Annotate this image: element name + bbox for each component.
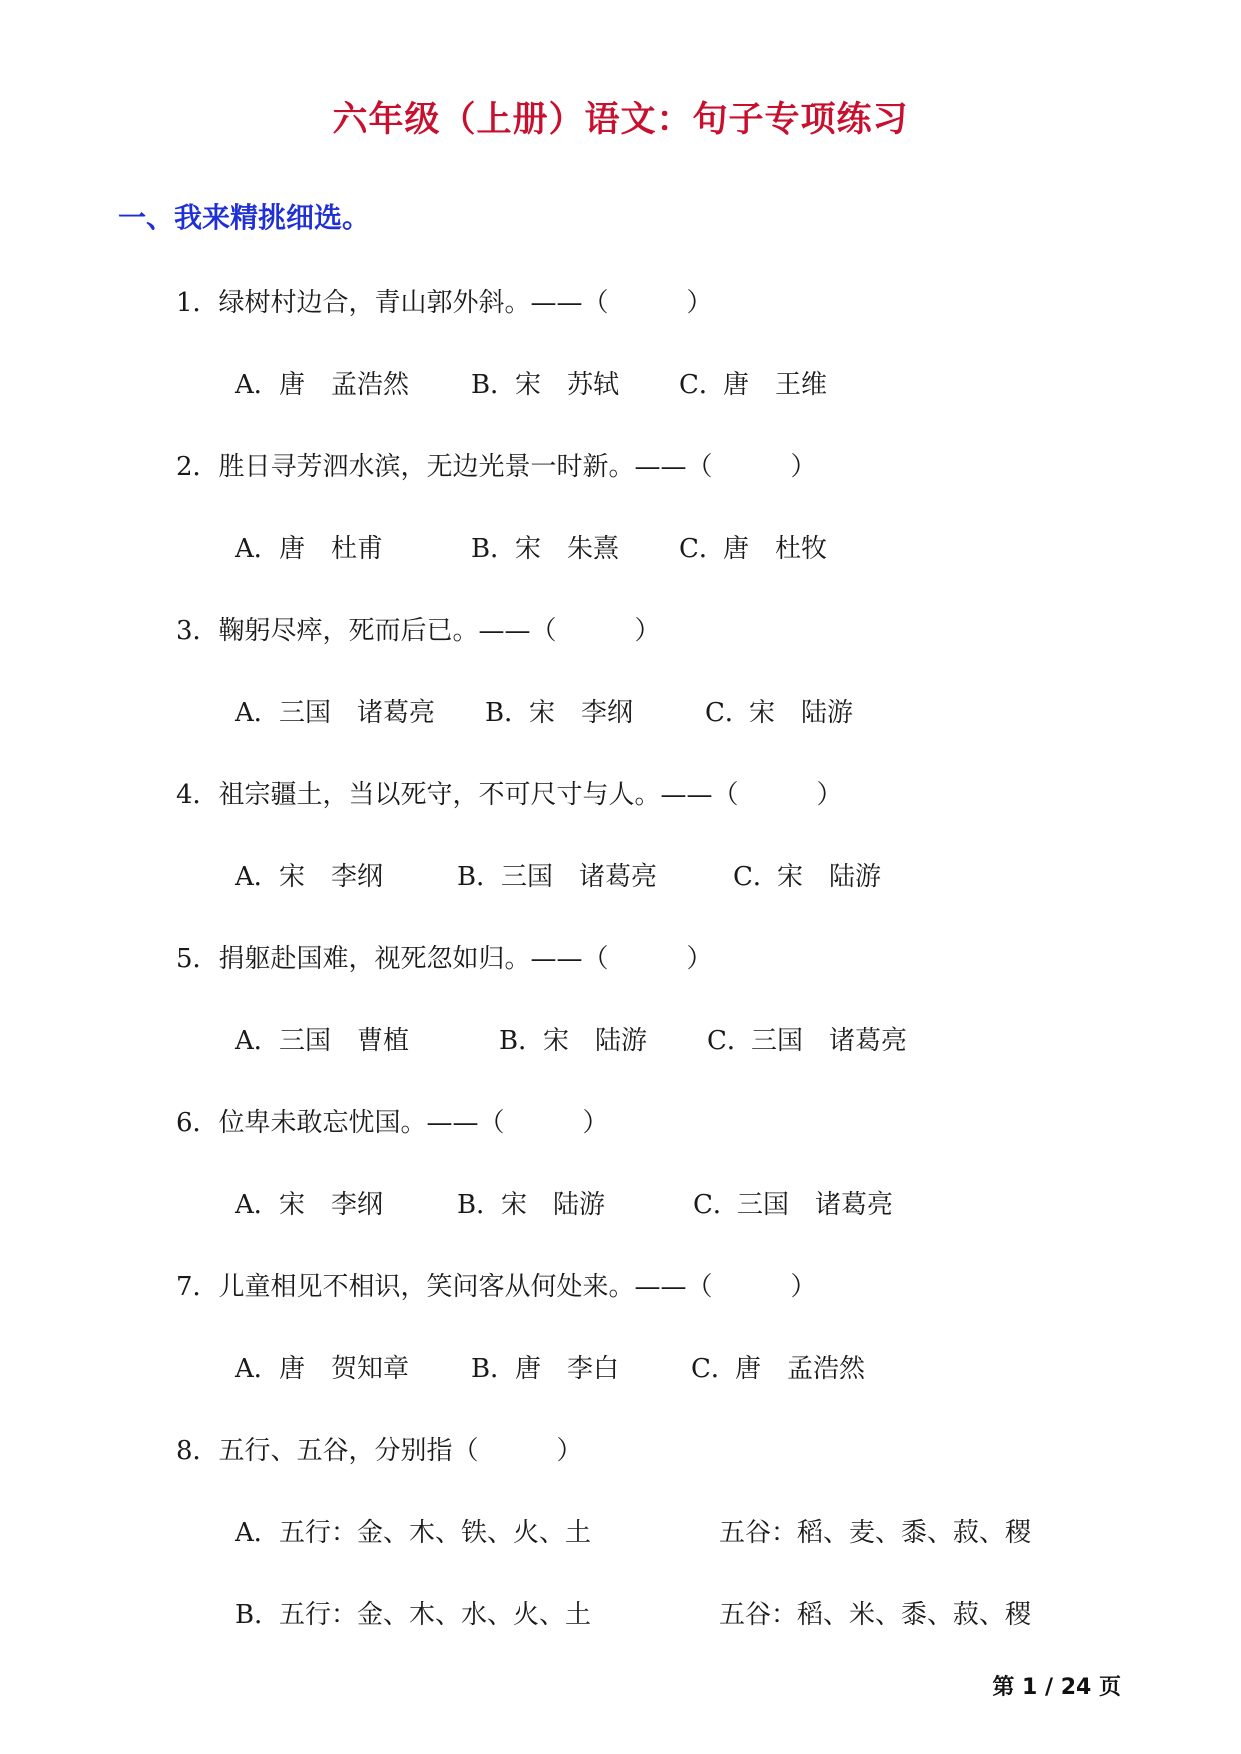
- option-text: 宋 陆游: [543, 1026, 648, 1056]
- answer-options: [235, 529, 1241, 611]
- option-b[interactable]: [235, 1595, 1241, 1677]
- option-c[interactable]: [733, 857, 881, 897]
- wuxing-text: 五行：金、木、水、火、土: [279, 1600, 592, 1630]
- option-letter: A．: [235, 698, 280, 728]
- option-text: 宋 李纲: [279, 1190, 384, 1220]
- option-letter: B．: [471, 370, 517, 400]
- option-letter: C．: [707, 1026, 753, 1056]
- option-letter: B．: [235, 1600, 281, 1630]
- answer-options: [235, 1021, 1241, 1103]
- option-text: 三国 诸葛亮: [501, 862, 658, 892]
- question-number: 5．: [176, 944, 219, 974]
- option-a[interactable]: [235, 693, 485, 733]
- option-text: 唐 杜甫: [279, 534, 384, 564]
- option-text: 宋 陆游: [501, 1190, 606, 1220]
- option-letter: C．: [679, 534, 725, 564]
- question-number: 7．: [176, 1272, 219, 1302]
- option-text: 唐 孟浩然: [735, 1354, 866, 1384]
- option-c[interactable]: [705, 693, 853, 733]
- document-title: 六年级（上册）语文：句子专项练习: [332, 100, 909, 140]
- option-b[interactable]: [471, 529, 679, 569]
- answer-options: [235, 365, 1241, 447]
- question-text: 胜日寻芳泗水滨，无边光景一时新。——（ ）: [218, 452, 817, 482]
- answer-options: [235, 693, 1241, 775]
- option-c[interactable]: [691, 1349, 865, 1389]
- option-a[interactable]: [235, 1513, 1241, 1595]
- option-text: 唐 杜牧: [723, 534, 828, 564]
- option-text: 三国 诸葛亮: [737, 1190, 894, 1220]
- option-text: 三国 诸葛亮: [279, 698, 436, 728]
- question-text: 儿童相见不相识，笑问客从何处来。——（ ）: [218, 1272, 817, 1302]
- option-a[interactable]: [235, 529, 471, 569]
- question-list: [0, 283, 1241, 1677]
- question-stem: [176, 283, 1241, 365]
- answer-options: [235, 1349, 1241, 1431]
- option-letter: C．: [691, 1354, 737, 1384]
- question-number: 2．: [176, 452, 219, 482]
- page-number: 第 1 / 24 页: [992, 1675, 1121, 1700]
- question-text: 鞠躬尽瘁，死而后已。——（ ）: [218, 616, 661, 646]
- question-number: 8．: [176, 1436, 219, 1466]
- option-letter: B．: [457, 862, 503, 892]
- question-stem: [176, 939, 1241, 1021]
- option-b[interactable]: [457, 857, 733, 897]
- option-b[interactable]: [471, 1349, 691, 1389]
- question-stem: [176, 1267, 1241, 1349]
- question-number: 1．: [176, 288, 219, 318]
- option-c[interactable]: [679, 529, 827, 569]
- option-a[interactable]: [235, 1021, 499, 1061]
- question-number: 6．: [176, 1108, 219, 1138]
- question-3: [0, 611, 1241, 775]
- option-text: 宋 苏轼: [515, 370, 620, 400]
- question-text: 祖宗疆土，当以死守，不可尺寸与人。——（ ）: [218, 780, 843, 810]
- wuxing-text: 五行：金、木、铁、火、土: [279, 1518, 592, 1548]
- option-letter: A．: [235, 1354, 280, 1384]
- option-text: 唐 李白: [515, 1354, 620, 1384]
- option-b[interactable]: [471, 365, 679, 405]
- option-letter: A．: [235, 370, 280, 400]
- option-text: 宋 李纲: [279, 862, 384, 892]
- question-stem: [176, 775, 1241, 857]
- option-letter: A．: [235, 534, 280, 564]
- answer-options: [235, 857, 1241, 939]
- question-text: 五行、五谷，分别指（ ）: [218, 1436, 583, 1466]
- option-letter: A．: [235, 1518, 280, 1548]
- option-c[interactable]: [707, 1021, 907, 1061]
- question-text: 位卑未敢忘忧国。——（ ）: [218, 1108, 609, 1138]
- option-b[interactable]: [457, 1185, 693, 1225]
- option-text: 唐 贺知章: [279, 1354, 410, 1384]
- question-2: [0, 447, 1241, 611]
- option-a[interactable]: [235, 1185, 457, 1225]
- option-text: 宋 陆游: [749, 698, 854, 728]
- option-letter: C．: [679, 370, 725, 400]
- option-letter: B．: [471, 534, 517, 564]
- question-1: [0, 283, 1241, 447]
- option-b[interactable]: [499, 1021, 707, 1061]
- option-text: 三国 曹植: [279, 1026, 410, 1056]
- option-letter: C．: [693, 1190, 739, 1220]
- question-number: 3．: [176, 616, 219, 646]
- question-stem: [176, 1431, 1241, 1513]
- option-letter: B．: [457, 1190, 503, 1220]
- option-b[interactable]: [485, 693, 705, 733]
- option-letter: A．: [235, 1190, 280, 1220]
- question-4: [0, 775, 1241, 939]
- option-text: 唐 孟浩然: [279, 370, 410, 400]
- question-stem: [176, 447, 1241, 529]
- question-stem: [176, 611, 1241, 693]
- option-text: 宋 李纲: [529, 698, 634, 728]
- option-a[interactable]: [235, 365, 471, 405]
- option-c[interactable]: [679, 365, 827, 405]
- section-heading: 一、我来精挑细选。: [118, 201, 371, 234]
- option-letter: B．: [499, 1026, 545, 1056]
- question-5: [0, 939, 1241, 1103]
- question-number: 4．: [176, 780, 219, 810]
- question-6: [0, 1103, 1241, 1267]
- wugu-text: 五谷：稻、米、黍、菽、稷: [719, 1600, 1032, 1630]
- wugu-text: 五谷：稻、麦、黍、菽、稷: [719, 1518, 1032, 1548]
- option-letter: B．: [485, 698, 531, 728]
- option-letter: A．: [235, 862, 280, 892]
- question-7: [0, 1267, 1241, 1431]
- option-text: 唐 王维: [723, 370, 828, 400]
- option-a[interactable]: [235, 857, 457, 897]
- option-a[interactable]: [235, 1349, 471, 1389]
- question-text: 捐躯赴国难，视死忽如归。——（ ）: [218, 944, 713, 974]
- question-text: 绿树村边合，青山郭外斜。——（ ）: [218, 288, 713, 318]
- option-text: 宋 朱熹: [515, 534, 620, 564]
- option-text: 三国 诸葛亮: [751, 1026, 908, 1056]
- option-letter: C．: [733, 862, 779, 892]
- option-text: 宋 陆游: [777, 862, 882, 892]
- option-c[interactable]: [693, 1185, 893, 1225]
- answer-options: [235, 1185, 1241, 1267]
- option-letter: A．: [235, 1026, 280, 1056]
- option-letter: B．: [471, 1354, 517, 1384]
- question-8: [0, 1431, 1241, 1677]
- question-stem: [176, 1103, 1241, 1185]
- option-letter: C．: [705, 698, 751, 728]
